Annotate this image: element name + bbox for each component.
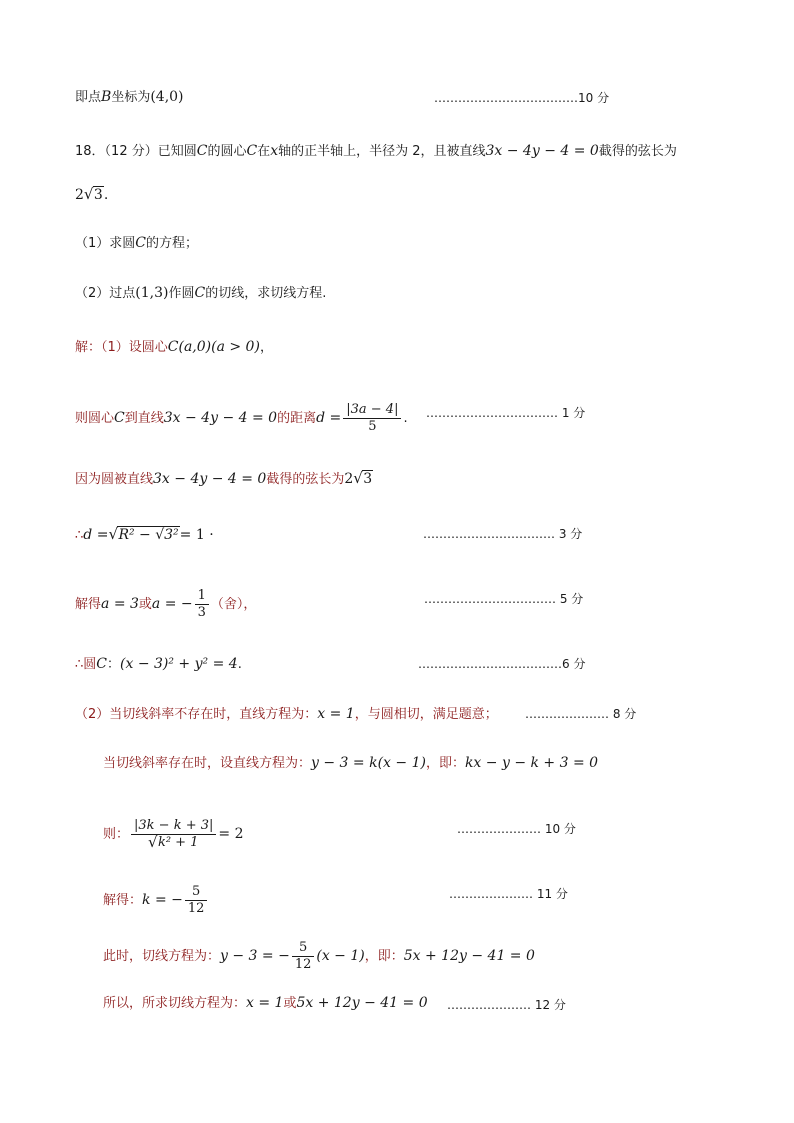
text: 在 xyxy=(257,144,271,159)
var-c: C xyxy=(196,143,208,159)
fraction xyxy=(131,818,216,851)
text: 的方程； xyxy=(146,236,199,251)
var-d: d = xyxy=(316,410,342,426)
coef: 2 xyxy=(344,471,354,487)
text: 或 xyxy=(138,597,152,612)
circle-equation: (x − 3)² + y² = 4 xyxy=(120,656,238,672)
solution-final xyxy=(103,994,428,1013)
text: 到直线 xyxy=(124,411,164,426)
solution-d-value xyxy=(75,526,214,545)
score-10b: ………………… 10 分 xyxy=(457,822,576,836)
text: 截得的弦长为 xyxy=(266,472,345,487)
radicand: 3 xyxy=(93,187,103,203)
period: . xyxy=(103,187,109,203)
text: （舍）， xyxy=(210,597,257,612)
period: . xyxy=(237,657,242,672)
sqrt-symbol xyxy=(148,835,200,851)
line-equation: 3x − 4y − 4 = 0 xyxy=(163,410,278,426)
text: 作圆 xyxy=(168,286,195,301)
denominator: 3 xyxy=(197,605,206,620)
part-2 xyxy=(75,284,326,303)
line-point-b xyxy=(75,88,184,107)
score-3: …………………………… 3 分 xyxy=(423,527,583,541)
text: 的距离 xyxy=(277,411,317,426)
denominator: 12 xyxy=(187,901,205,916)
sqrt-symbol xyxy=(108,526,179,544)
score-1: …………………………… 1 分 xyxy=(426,406,586,420)
text: ， xyxy=(259,340,273,355)
sqrt-symbol xyxy=(353,470,373,488)
radicand: R² − √3² xyxy=(118,527,179,543)
text: 坐标为 xyxy=(111,90,151,105)
line-equation: y − 3 = k(x − 1) xyxy=(311,755,426,771)
numerator: 5 xyxy=(185,884,208,901)
numerator: 5 xyxy=(292,940,315,957)
text: 的切线，求切线方程. xyxy=(205,286,327,301)
solution-k-value xyxy=(103,884,209,917)
var-c: C xyxy=(114,410,125,426)
fraction xyxy=(292,940,315,973)
text: ，即： xyxy=(425,756,465,771)
score-10: ………………………………10 分 xyxy=(434,91,610,105)
line-equation: kx − y − k + 3 = 0 xyxy=(464,755,599,771)
eq-part: (x − 1) xyxy=(316,948,365,964)
point: (1,3) xyxy=(135,285,169,301)
a-eq: a = 3 xyxy=(101,596,139,612)
period: . xyxy=(403,411,408,426)
numerator: |3k − k + 3| xyxy=(131,818,216,835)
question-18 xyxy=(75,142,677,161)
fraction xyxy=(343,402,401,435)
part-1 xyxy=(75,234,198,253)
text: 因为圆被直线 xyxy=(75,472,154,487)
line-equation: 5x + 12y − 41 = 0 xyxy=(403,948,535,964)
denominator: 12 xyxy=(294,957,312,972)
solution-chord xyxy=(75,470,373,489)
equals: = 1 · xyxy=(179,527,214,543)
equals: = 2 xyxy=(218,826,244,842)
text: 所以，所求切线方程为： xyxy=(103,996,247,1011)
sqrt-symbol xyxy=(84,186,104,204)
solution-2-case2 xyxy=(103,754,598,773)
text: 当切线斜率存在时，设直线方程为： xyxy=(103,756,312,771)
radicand: 3 xyxy=(363,471,373,487)
line-equation: x = 1 xyxy=(246,995,284,1011)
var-b: B xyxy=(101,89,112,105)
fraction xyxy=(185,884,208,917)
k-eq: k = − xyxy=(142,892,183,908)
var-x: x xyxy=(270,143,279,159)
score-11: ………………… 11 分 xyxy=(449,887,568,901)
text: 则圆心 xyxy=(75,411,115,426)
text: 解：（1）设圆心 xyxy=(75,340,168,355)
line-equation: 3x − 4y − 4 = 0 xyxy=(485,143,599,159)
line-equation: x = 1 xyxy=(317,706,355,722)
coef: 2 xyxy=(75,187,84,203)
score-12: ………………… 12 分 xyxy=(447,998,566,1012)
chord-length xyxy=(75,186,108,204)
line-equation: 5x + 12y − 41 = 0 xyxy=(296,995,428,1011)
var-c: C xyxy=(246,143,258,159)
text: （2）当切线斜率不存在时，直线方程为： xyxy=(75,707,318,722)
text: 此时，切线方程为： xyxy=(103,949,221,964)
solution-2-case1 xyxy=(75,705,498,724)
solution-distance xyxy=(75,402,408,435)
var-d: d = xyxy=(83,527,109,543)
text: （1）求圆 xyxy=(75,236,136,251)
solution-1-intro xyxy=(75,338,273,357)
score-5: …………………………… 5 分 xyxy=(424,592,584,606)
text: 或 xyxy=(283,996,297,1011)
score-6: ………………………………6 分 xyxy=(418,657,586,671)
eq-part: y − 3 = − xyxy=(220,948,290,964)
q-head: 18．（12 分）已知圆 xyxy=(75,144,197,159)
numerator: 1 xyxy=(195,588,209,605)
denominator xyxy=(131,835,216,851)
line-equation: 3x − 4y − 4 = 0 xyxy=(153,471,267,487)
var-c: C xyxy=(194,285,206,301)
text: （2）过点 xyxy=(75,286,136,301)
radicand: k² + 1 xyxy=(157,835,199,850)
var-c: C xyxy=(135,235,146,251)
solution-a-value xyxy=(75,588,256,621)
text: ，与圆相切，满足题意； xyxy=(354,707,498,722)
text: 即点 xyxy=(75,90,102,105)
text: 的圆心 xyxy=(207,144,247,159)
coord: (4,0) xyxy=(150,89,184,105)
text: ∴圆 xyxy=(75,657,97,672)
therefore: ∴ xyxy=(75,528,84,543)
solution-circle-eq xyxy=(75,655,242,674)
a-eq: a = − xyxy=(151,596,193,612)
score-8: ………………… 8 分 xyxy=(525,707,637,721)
colon: ： xyxy=(107,657,121,672)
text: 截得的弦长为 xyxy=(598,144,677,159)
denominator: 5 xyxy=(368,419,377,434)
fraction xyxy=(195,588,209,621)
text: ，即： xyxy=(364,949,404,964)
solution-distance-k xyxy=(103,818,243,851)
text: 解得： xyxy=(103,893,143,908)
numerator: |3a − 4| xyxy=(343,402,401,419)
solution-tangent-eq xyxy=(103,940,535,973)
text: 解得 xyxy=(75,597,102,612)
var-c: C xyxy=(96,656,107,672)
center-expr: C(a,0)(a > 0) xyxy=(167,339,260,355)
text: 轴的正半轴上，半径为 2，且被直线 xyxy=(278,144,486,159)
text: 则： xyxy=(103,827,130,842)
